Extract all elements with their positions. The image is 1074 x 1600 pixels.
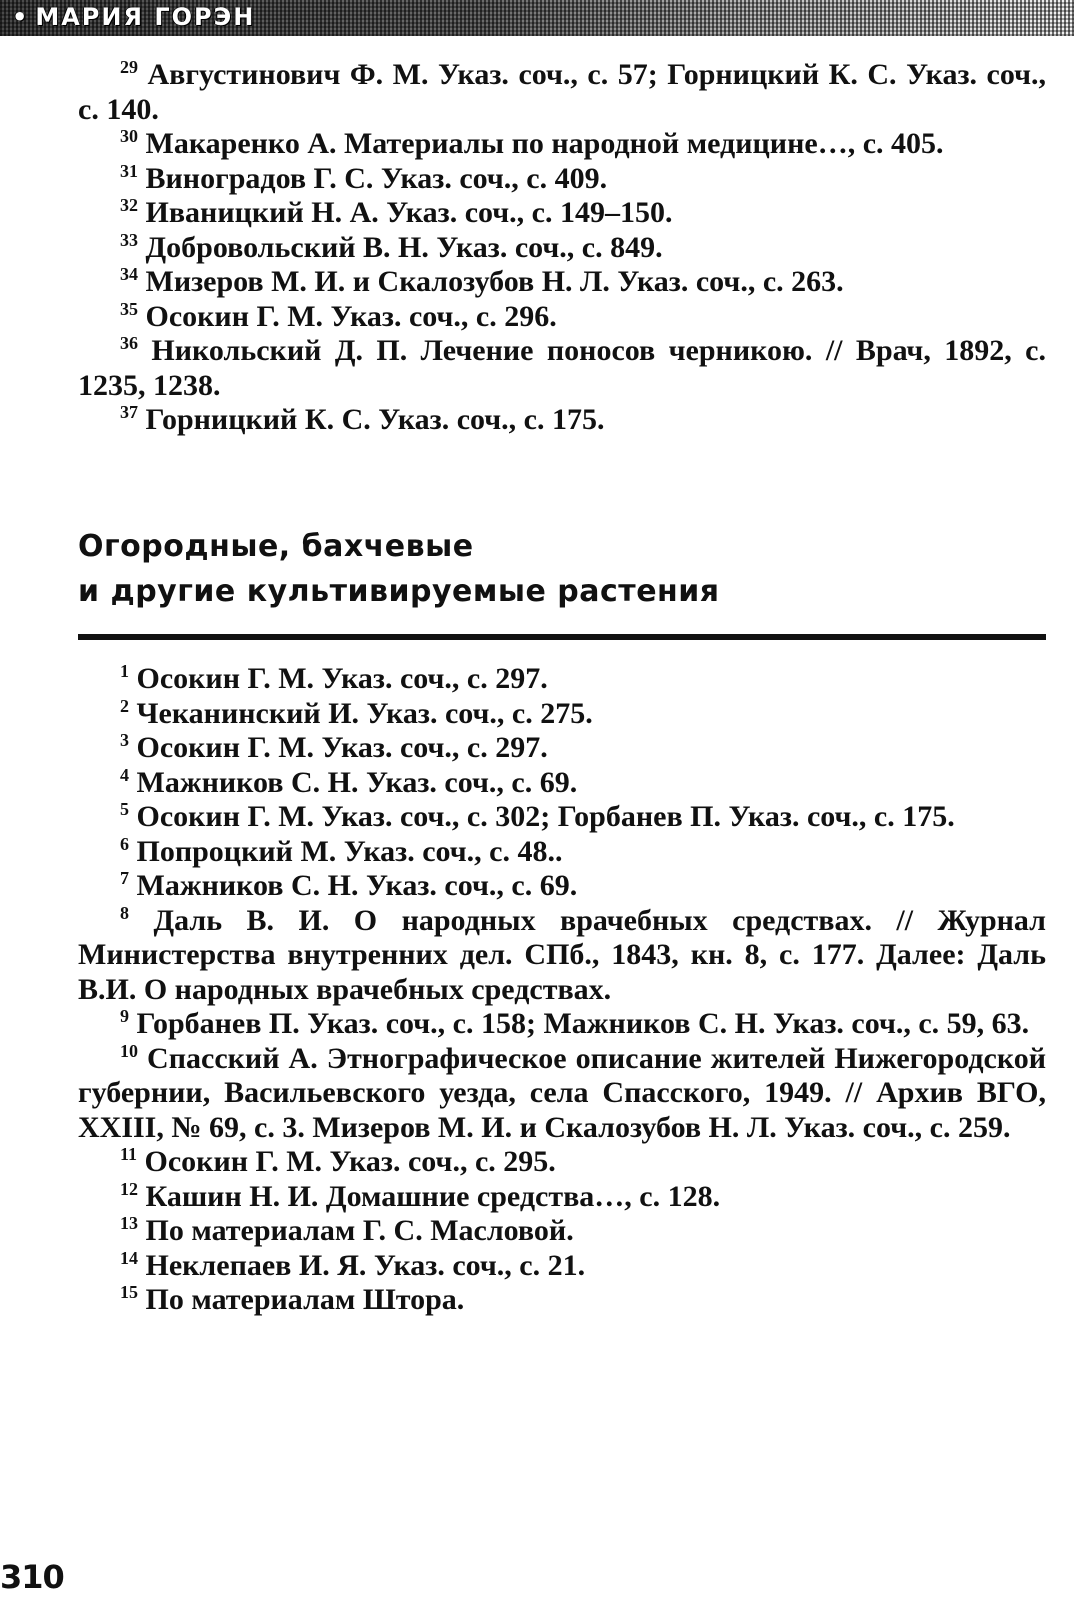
footnote [78, 231, 1046, 266]
footnote [78, 869, 1046, 904]
footnote-text: Горбанев П. Указ. соч., с. 158; Мажников С. Н. Указ. соч., с. 59, 63. [136, 1007, 1030, 1040]
footnotes-top [78, 58, 1046, 438]
footnote-number: 12 [120, 1178, 138, 1199]
footnote-text: Виноградов Г. С. Указ. соч., с. 409. [145, 161, 608, 195]
running-head-band [0, 0, 1074, 36]
footnote-number: 3 [120, 730, 129, 750]
footnote-text: Мизеров М. И. и Скалозубов Н. Л. Указ. соч., с. 263. [145, 265, 844, 298]
footnote-number: 15 [120, 1282, 138, 1302]
footnote-number: 11 [120, 1144, 138, 1164]
footnote-number: 7 [120, 868, 129, 888]
running-head [12, 3, 255, 31]
footnote [78, 766, 1046, 801]
footnote [78, 1180, 1046, 1215]
footnote [78, 196, 1046, 231]
footnote-number: 34 [120, 264, 138, 284]
footnote-text: Макаренко А. Материалы по народной медицине…, с. 405. [145, 127, 944, 160]
footnote-number: 29 [120, 57, 138, 77]
footnote [78, 1042, 1046, 1146]
footnote-number: 37 [120, 402, 138, 422]
running-head-text: МАРИЯ ГОРЭН [35, 3, 256, 31]
footnote-text: Добровольский В. Н. Указ. соч., с. 849. [145, 230, 663, 264]
footnote-text: Осокин Г. М. Указ. соч., с. 296. [145, 299, 557, 333]
footnote [78, 334, 1046, 403]
footnote-text: Кашин Н. И. Домашние средства…, с. 128. [145, 1179, 721, 1213]
footnote [78, 1007, 1046, 1042]
footnote [78, 800, 1046, 835]
footnote-text: По материалам Штора. [145, 1283, 465, 1316]
section-heading [78, 524, 1046, 614]
footnote-number: 32 [120, 195, 138, 215]
footnote [78, 162, 1046, 197]
footnote-number: 9 [120, 1006, 129, 1026]
footnote-text: Осокин Г. М. Указ. соч., с. 295. [144, 1145, 556, 1178]
footnote-text: Чеканинский И. Указ. соч., с. 275. [136, 696, 593, 730]
footnote [78, 1145, 1046, 1180]
footnote-number: 10 [120, 1040, 138, 1061]
footnote [78, 1249, 1046, 1284]
footnote-text: Неклепаев И. Я. Указ. соч., с. 21. [145, 1248, 586, 1282]
footnotes-bottom [78, 662, 1046, 1318]
footnote [78, 265, 1046, 300]
footnote-number: 31 [120, 160, 138, 181]
footnote-number: 8 [120, 902, 129, 923]
footnote [78, 835, 1046, 870]
footnote-number: 36 [120, 333, 138, 353]
section-heading-line: Огородные, бахчевые [78, 529, 474, 564]
footnote-text: По материалам Г. С. Масловой. [145, 1214, 574, 1247]
page-number: 310 [0, 1558, 64, 1596]
footnote [78, 697, 1046, 732]
footnote [78, 1283, 1046, 1318]
footnote-number: 13 [120, 1213, 138, 1233]
footnote-number: 30 [120, 126, 138, 146]
footnote-text: Осокин Г. М. Указ. соч., с. 297. [136, 731, 548, 764]
footnote-number: 33 [120, 229, 138, 250]
footnote [78, 1214, 1046, 1249]
footnote-text: Попроцкий М. Указ. соч., с. 48.. [136, 834, 563, 868]
footnote-text: Осокин Г. М. Указ. соч., с. 302; Горбанев П. Указ. соч., с. 175. [136, 800, 955, 833]
footnote-text: Мажников С. Н. Указ. соч., с. 69. [136, 869, 578, 902]
footnote-number: 6 [120, 833, 129, 854]
footnote [78, 731, 1046, 766]
footnote-text: Мажников С. Н. Указ. соч., с. 69. [136, 765, 578, 799]
footnote-text: Августинович Ф. М. Указ. соч., с. 57; Горницкий К. С. Указ. соч., с. 140. [78, 58, 1046, 126]
footnote-text: Иваницкий Н. А. Указ. соч., с. 149–150. [145, 196, 673, 229]
bullet-icon: • [12, 3, 30, 31]
footnote [78, 300, 1046, 335]
footnote-number: 2 [120, 695, 129, 716]
footnote-text: Осокин Г. М. Указ. соч., с. 297. [136, 662, 548, 695]
footnote-number: 4 [120, 764, 129, 785]
footnote-number: 1 [120, 661, 129, 681]
footnote-number: 35 [120, 298, 138, 319]
footnote-text: Никольский Д. П. Лечение поносов черникою. // Врач, 1892, с. 1235, 1238. [78, 334, 1046, 402]
footnote-text: Спасский А. Этнографическое описание жителей Нижегородской губернии, Васильевского уезда, села Спасского, 1949. // Архив ВГО, XXIII, № 69, с. 3. Мизеров М. И. и Скалозубов Н. Л. Указ. соч., с. 259. [78, 1041, 1046, 1144]
footnote-number: 5 [120, 799, 129, 819]
heading-rule [78, 634, 1046, 640]
footnote [78, 403, 1046, 438]
footnote [78, 127, 1046, 162]
footnote [78, 904, 1046, 1008]
footnote [78, 58, 1046, 127]
footnote [78, 662, 1046, 697]
footnote-text: Горницкий К. С. Указ. соч., с. 175. [145, 403, 605, 436]
footnote-text: Даль В. И. О народных врачебных средствах. // Журнал Министерства внутренних дел. СПб., 1843, кн. 8, с. 177. Далее: Даль В.И. О народных врачебных средствах. [78, 903, 1047, 1006]
footnote-number: 14 [120, 1247, 138, 1268]
section-heading-line: и другие культивируемые растения [78, 574, 720, 609]
